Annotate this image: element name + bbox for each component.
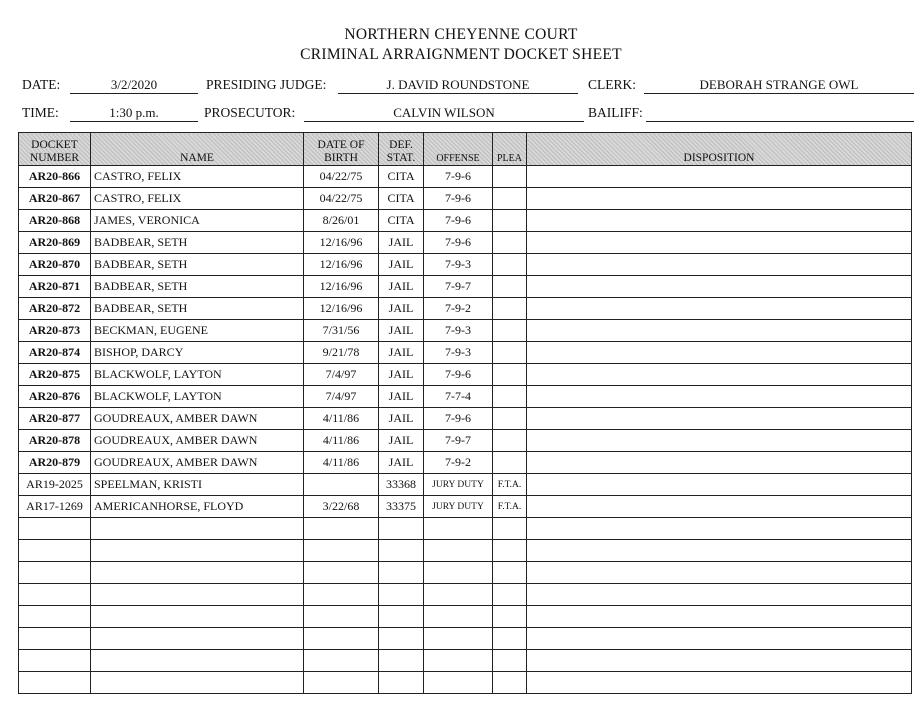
blank-row (19, 518, 912, 540)
docket-number: AR20-871 (19, 276, 91, 298)
docket-number: AR20-874 (19, 342, 91, 364)
offense: 7-9-3 (424, 342, 493, 364)
name: BLACKWOLF, LAYTON (91, 386, 304, 408)
empty-cell (527, 540, 912, 562)
table-row (19, 254, 912, 276)
empty-cell (304, 584, 379, 606)
empty-cell (424, 672, 493, 694)
time-value: 1:30 p.m. (70, 105, 198, 122)
judge-label: PRESIDING JUDGE: (206, 77, 327, 92)
table-row (19, 452, 912, 474)
offense: 7-9-3 (424, 320, 493, 342)
empty-cell (493, 650, 527, 672)
disposition (527, 496, 912, 518)
disposition (527, 210, 912, 232)
name: CASTRO, FELIX (91, 188, 304, 210)
date-of-birth: 12/16/96 (304, 232, 379, 254)
offense: 7-9-6 (424, 232, 493, 254)
empty-cell (493, 628, 527, 650)
plea (493, 408, 527, 430)
offense: 7-9-6 (424, 188, 493, 210)
empty-cell (91, 650, 304, 672)
date-of-birth: 7/31/56 (304, 320, 379, 342)
offense: 7-9-6 (424, 166, 493, 188)
name: CASTRO, FELIX (91, 166, 304, 188)
empty-cell (527, 628, 912, 650)
empty-cell (527, 562, 912, 584)
empty-cell (19, 518, 91, 540)
col-disposition: DISPOSITION (527, 133, 912, 166)
blank-row (19, 584, 912, 606)
bailiff-label: BAILIFF: (588, 105, 643, 120)
blank-row (19, 672, 912, 694)
plea (493, 188, 527, 210)
clerk-value: DEBORAH STRANGE OWL (644, 77, 914, 94)
def-status: JAIL (379, 298, 424, 320)
docket-number: AR20-868 (19, 210, 91, 232)
def-status: JAIL (379, 386, 424, 408)
empty-cell (91, 584, 304, 606)
empty-cell (527, 606, 912, 628)
def-status: 33368 (379, 474, 424, 496)
table-row (19, 166, 912, 188)
empty-cell (19, 562, 91, 584)
name: BADBEAR, SETH (91, 276, 304, 298)
empty-cell (493, 584, 527, 606)
empty-cell (424, 650, 493, 672)
empty-cell (527, 518, 912, 540)
empty-cell (424, 518, 493, 540)
court-name: NORTHERN CHEYENNE COURT (344, 26, 578, 43)
docket-number: AR20-873 (19, 320, 91, 342)
time-label: TIME: (22, 105, 59, 120)
table-row (19, 364, 912, 386)
plea: F.T.A. (493, 496, 527, 518)
date-of-birth: 04/22/75 (304, 166, 379, 188)
empty-cell (379, 540, 424, 562)
blank-row (19, 540, 912, 562)
docket-number: AR20-879 (19, 452, 91, 474)
date-of-birth: 4/11/86 (304, 408, 379, 430)
date-of-birth: 7/4/97 (304, 386, 379, 408)
def-status: JAIL (379, 430, 424, 452)
offense: 7-9-7 (424, 430, 493, 452)
empty-cell (304, 540, 379, 562)
col-name: NAME (91, 133, 304, 166)
name: BISHOP, DARCY (91, 342, 304, 364)
table-row (19, 320, 912, 342)
empty-cell (304, 562, 379, 584)
table-row (19, 210, 912, 232)
empty-cell (91, 518, 304, 540)
empty-cell (91, 672, 304, 694)
empty-cell (493, 606, 527, 628)
offense: JURY DUTY (424, 474, 493, 496)
def-status: JAIL (379, 320, 424, 342)
prosecutor-value: CALVIN WILSON (304, 105, 584, 122)
date-label: DATE: (22, 77, 61, 92)
plea (493, 364, 527, 386)
plea (493, 342, 527, 364)
def-status: CITA (379, 210, 424, 232)
disposition (527, 474, 912, 496)
plea (493, 452, 527, 474)
plea (493, 320, 527, 342)
empty-cell (424, 606, 493, 628)
date-of-birth: 7/4/97 (304, 364, 379, 386)
sheet-title: CRIMINAL ARRAIGNMENT DOCKET SHEET (300, 46, 622, 63)
date-of-birth (304, 474, 379, 496)
disposition (527, 430, 912, 452)
docket-number: AR20-867 (19, 188, 91, 210)
offense: 7-9-6 (424, 364, 493, 386)
empty-cell (493, 518, 527, 540)
name: SPEELMAN, KRISTI (91, 474, 304, 496)
table-row (19, 496, 912, 518)
disposition (527, 408, 912, 430)
empty-cell (19, 584, 91, 606)
disposition (527, 452, 912, 474)
docket-number: AR20-875 (19, 364, 91, 386)
date-value: 3/2/2020 (70, 77, 198, 94)
empty-cell (493, 540, 527, 562)
table-row (19, 188, 912, 210)
empty-cell (304, 518, 379, 540)
empty-cell (493, 562, 527, 584)
empty-cell (527, 584, 912, 606)
docket-number: AR20-866 (19, 166, 91, 188)
date-of-birth: 04/22/75 (304, 188, 379, 210)
col-stat: DEF. STAT. (379, 133, 424, 166)
def-status: JAIL (379, 276, 424, 298)
empty-cell (19, 672, 91, 694)
docket-number: AR20-870 (19, 254, 91, 276)
empty-cell (19, 540, 91, 562)
date-of-birth: 8/26/01 (304, 210, 379, 232)
docket-number: AR17-1269 (19, 496, 91, 518)
clerk-label: CLERK: (588, 77, 637, 92)
empty-cell (91, 628, 304, 650)
empty-cell (379, 650, 424, 672)
empty-cell (379, 628, 424, 650)
table-row (19, 232, 912, 254)
def-status: 33375 (379, 496, 424, 518)
name: GOUDREAUX, AMBER DAWN (91, 408, 304, 430)
plea (493, 430, 527, 452)
disposition (527, 298, 912, 320)
def-status: JAIL (379, 408, 424, 430)
empty-cell (424, 540, 493, 562)
date-of-birth: 12/16/96 (304, 276, 379, 298)
docket-number: AR19-2025 (19, 474, 91, 496)
docket-number: AR20-869 (19, 232, 91, 254)
table-row (19, 298, 912, 320)
empty-cell (304, 628, 379, 650)
bailiff-value (646, 105, 914, 122)
empty-cell (19, 628, 91, 650)
empty-cell (379, 584, 424, 606)
blank-row (19, 606, 912, 628)
offense: 7-9-2 (424, 452, 493, 474)
empty-cell (424, 562, 493, 584)
docket-number: AR20-878 (19, 430, 91, 452)
empty-cell (91, 562, 304, 584)
plea (493, 166, 527, 188)
empty-cell (304, 672, 379, 694)
table-row (19, 386, 912, 408)
offense: 7-9-6 (424, 210, 493, 232)
docket-number: AR20-877 (19, 408, 91, 430)
def-status: JAIL (379, 452, 424, 474)
docket-number: AR20-872 (19, 298, 91, 320)
disposition (527, 232, 912, 254)
name: BLACKWOLF, LAYTON (91, 364, 304, 386)
docket-number: AR20-876 (19, 386, 91, 408)
empty-cell (379, 672, 424, 694)
date-of-birth: 4/11/86 (304, 430, 379, 452)
empty-cell (527, 650, 912, 672)
plea (493, 386, 527, 408)
table-row (19, 474, 912, 496)
disposition (527, 254, 912, 276)
name: GOUDREAUX, AMBER DAWN (91, 430, 304, 452)
plea (493, 254, 527, 276)
empty-cell (424, 584, 493, 606)
empty-cell (379, 606, 424, 628)
date-of-birth: 4/11/86 (304, 452, 379, 474)
col-offense: OFFENSE (424, 133, 493, 166)
name: AMERICANHORSE, FLOYD (91, 496, 304, 518)
date-of-birth: 12/16/96 (304, 254, 379, 276)
col-docket: DOCKET NUMBER (19, 133, 91, 166)
def-status: CITA (379, 188, 424, 210)
date-of-birth: 3/22/68 (304, 496, 379, 518)
col-plea: PLEA (493, 133, 527, 166)
empty-cell (19, 650, 91, 672)
name: BADBEAR, SETH (91, 298, 304, 320)
disposition (527, 386, 912, 408)
blank-row (19, 650, 912, 672)
empty-cell (91, 606, 304, 628)
plea (493, 232, 527, 254)
offense: 7-9-3 (424, 254, 493, 276)
table-row (19, 342, 912, 364)
empty-cell (379, 562, 424, 584)
disposition (527, 166, 912, 188)
empty-cell (379, 518, 424, 540)
plea: F.T.A. (493, 474, 527, 496)
disposition (527, 276, 912, 298)
empty-cell (424, 628, 493, 650)
offense: 7-9-6 (424, 408, 493, 430)
plea (493, 276, 527, 298)
offense: 7-9-7 (424, 276, 493, 298)
date-of-birth: 12/16/96 (304, 298, 379, 320)
name: BECKMAN, EUGENE (91, 320, 304, 342)
def-status: CITA (379, 166, 424, 188)
empty-cell (304, 650, 379, 672)
name: BADBEAR, SETH (91, 232, 304, 254)
docket-table (18, 132, 912, 694)
empty-cell (19, 606, 91, 628)
empty-cell (304, 606, 379, 628)
def-status: JAIL (379, 342, 424, 364)
name: JAMES, VERONICA (91, 210, 304, 232)
name: GOUDREAUX, AMBER DAWN (91, 452, 304, 474)
date-of-birth: 9/21/78 (304, 342, 379, 364)
disposition (527, 320, 912, 342)
def-status: JAIL (379, 254, 424, 276)
blank-row (19, 562, 912, 584)
table-row (19, 276, 912, 298)
col-dob: DATE OF BIRTH (304, 133, 379, 166)
offense: 7-7-4 (424, 386, 493, 408)
disposition (527, 188, 912, 210)
def-status: JAIL (379, 232, 424, 254)
def-status: JAIL (379, 364, 424, 386)
blank-row (19, 628, 912, 650)
name: BADBEAR, SETH (91, 254, 304, 276)
offense: JURY DUTY (424, 496, 493, 518)
empty-cell (91, 540, 304, 562)
plea (493, 210, 527, 232)
table-row (19, 430, 912, 452)
empty-cell (527, 672, 912, 694)
empty-cell (493, 672, 527, 694)
disposition (527, 342, 912, 364)
offense: 7-9-2 (424, 298, 493, 320)
prosecutor-label: PROSECUTOR: (204, 105, 296, 120)
disposition (527, 364, 912, 386)
judge-value: J. DAVID ROUNDSTONE (338, 77, 578, 94)
table-row (19, 408, 912, 430)
plea (493, 298, 527, 320)
